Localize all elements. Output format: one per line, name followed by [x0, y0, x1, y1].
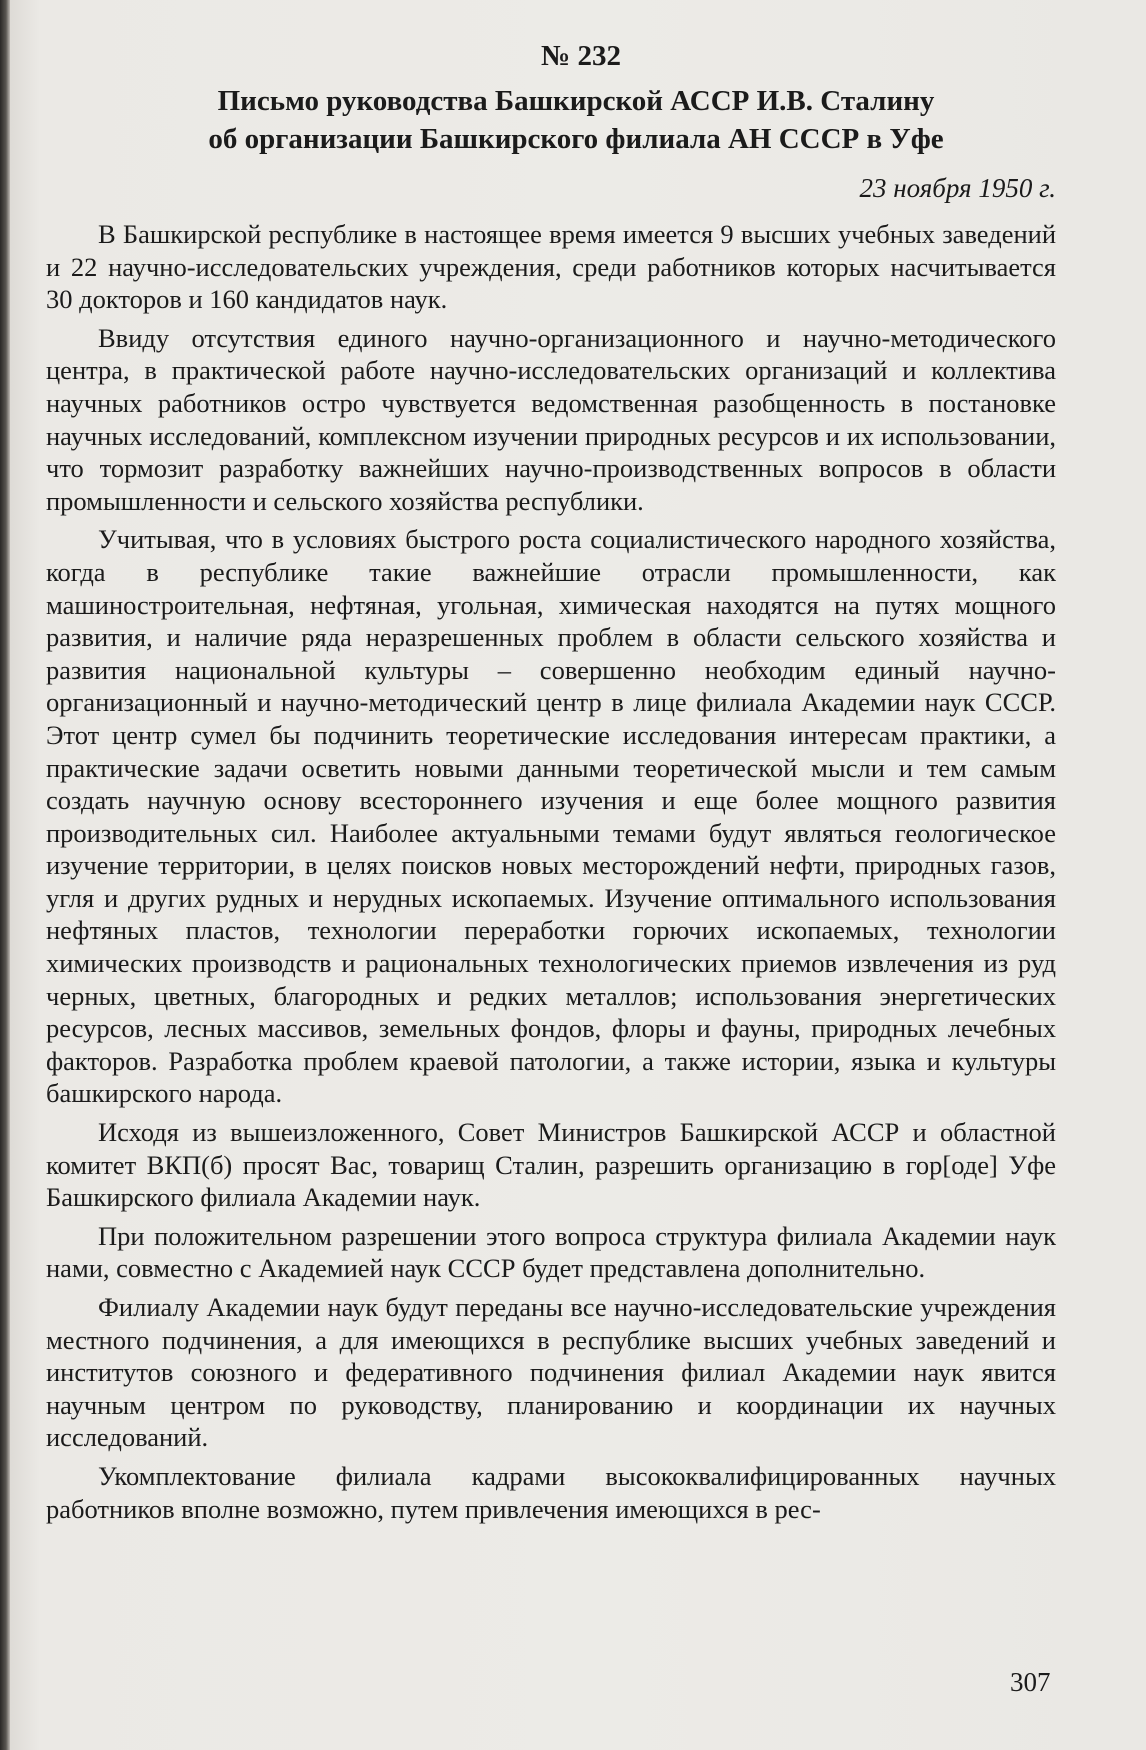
document-date: 23 ноября 1950 г.: [859, 173, 1056, 203]
paragraph: Исходя из вышеизложенного, Совет Министров Башкирской АССР и областной комитет ВКП(б) просят Вас, товарищ Сталин, разрешить организацию в гор[оде] Уфе Башкирского филиала Академии наук.: [46, 1117, 1056, 1213]
paragraph: Ввиду отсутствия единого научно-организационного и научно-методического центра, в практической работе научно-исследовательских организаций и коллектива научных работников остро чувствуется ведомственная разобщенность в постановке научных исследований, комплексном изучении природных ресурсов и их использовании, что тормозит разработку важнейших научно-производственных вопросов в области промышленности и сельского хозяйства республики.: [46, 322, 1056, 516]
page-number: 307: [1010, 1667, 1051, 1697]
document-title-line-2: об организации Башкирского филиала АН СССР в Уфе: [208, 123, 944, 155]
paragraph: В Башкирской республике в настоящее время имеется 9 высших учебных заведений и 22 научно-исследовательских учреждения, среди работников которых насчитывается 30 докторов и 160 кандидатов наук.: [46, 219, 1056, 315]
document-title-line-1: Письмо руководства Башкирской АССР И.В. Сталину: [217, 85, 935, 117]
paragraph: При положительном разрешении этого вопроса структура филиала Академии наук нами, совместно с Академией наук СССР будет представлена дополнительно.: [46, 1220, 1056, 1284]
page-content: [46, 28, 1056, 1531]
paragraph: Укомплектование филиала кадрами высококвалифицированных научных работников вполне возможно, путем привлечения имеющихся в рес-: [46, 1460, 1056, 1524]
document-number: № 232: [541, 40, 621, 72]
book-spine-shadow: [0, 0, 10, 1750]
paragraph: Учитывая, что в условиях быстрого роста социалистического народного хозяйства, когда в республике такие важнейшие отрасли промышленности, как машиностроительная, нефтяная, угольная, химическая находятся на путях мощного развития, и наличие ряда неразрешенных проблем в области сельского хозяйства и развития национальной культуры – совершенно необходим единый научно-организационный и научно-методический центр в лице филиала Академии наук СССР. Этот центр сумел бы подчинить теоретические исследования интересам практики, а практические задачи осветить новыми данными теоретической мысли и тем самым создать научную основу всестороннего изучения и еще более мощного развития производительных сил. Наиболее актуальными темами будут являться геологическое изучение территории, в целях поисков новых месторождений нефти, природных газов, угля и других рудных и нерудных ископаемых. Изучение оптимального использования нефтяных пластов, технологии переработки горючих ископаемых, технологии химических производств и рациональных технологических приемов извлечения из руд черных, цветных, благородных и редких металлов; использования энергетических ресурсов, лесных массивов, земельных фондов, флоры и фауны, природных лечебных факторов. Разработка проблем краевой патологии, а также истории, языка и культуры башкирского народа.: [46, 524, 1056, 1109]
paragraph: Филиалу Академии наук будут переданы все научно-исследовательские учреждения местного подчинения, а для имеющихся в республике высших учебных заведений и институтов союзного и федеративного подчинения филиал Академии наук явится научным центром по руководству, планированию и координации их научных исследований.: [46, 1292, 1056, 1453]
